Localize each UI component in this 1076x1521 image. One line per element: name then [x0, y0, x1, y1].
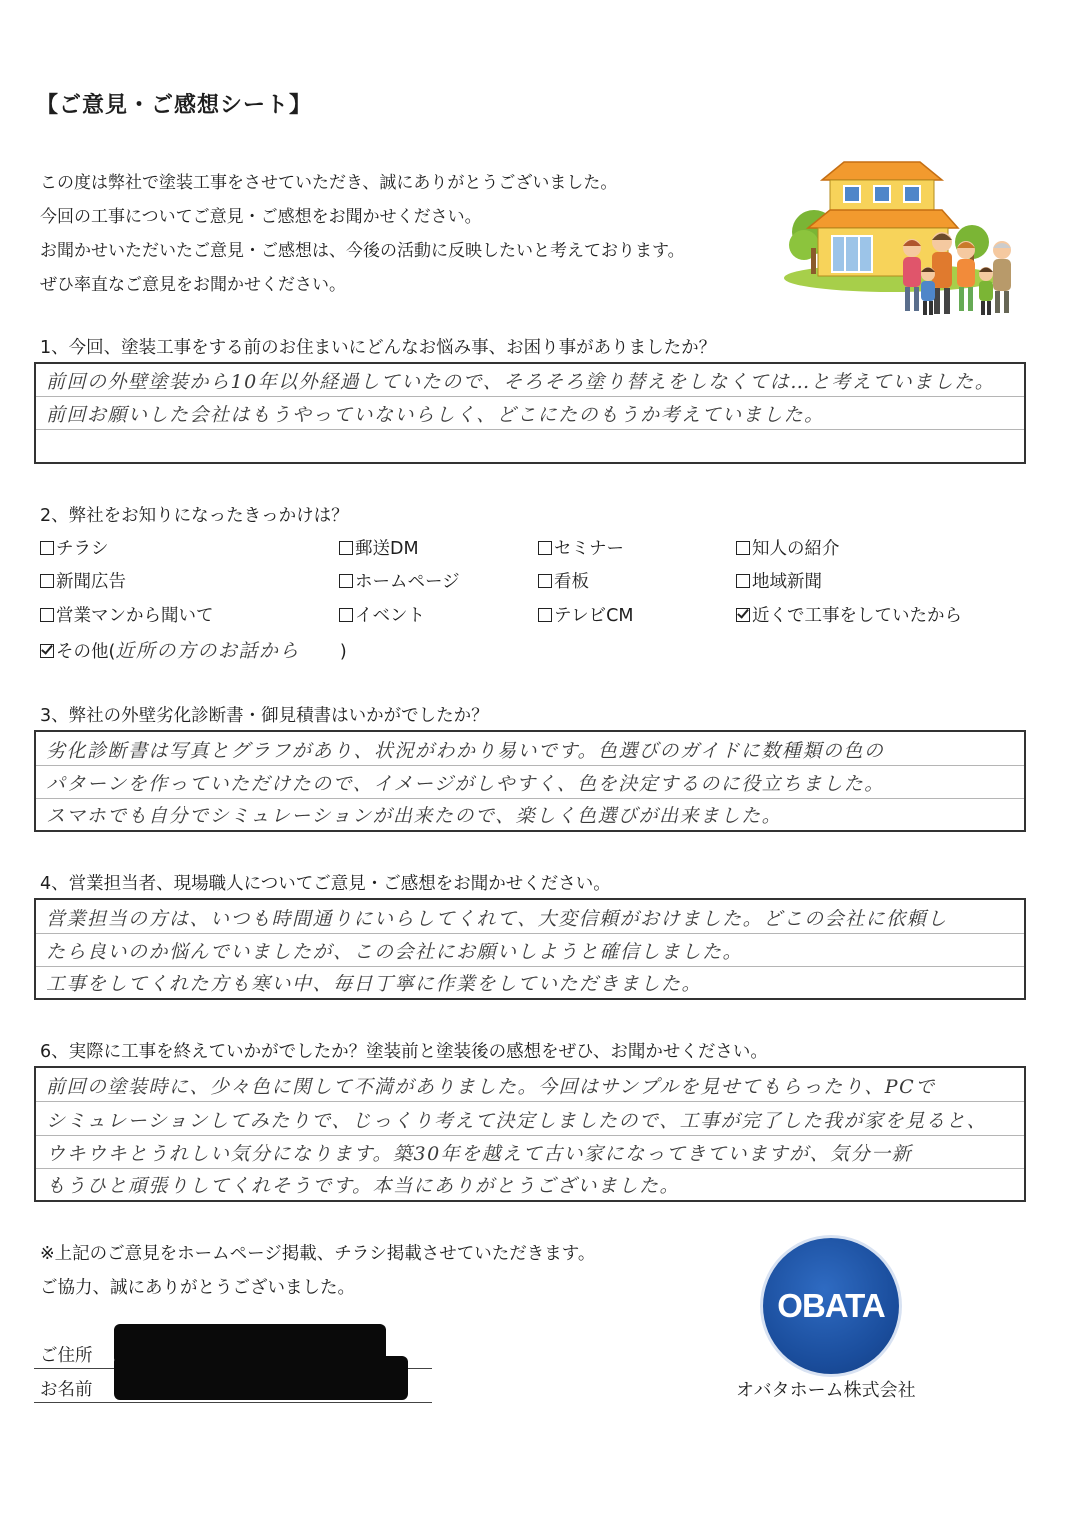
answer-line [36, 364, 1024, 397]
address-label: ご住所 [40, 1346, 93, 1366]
option-homepage[interactable] [339, 568, 460, 593]
answer-text: パターンを作っていただけたので、イメージがしやすく、色を決定するのに役立ちました。 [46, 773, 885, 795]
option-label: その他( [56, 642, 116, 662]
question-1-answer-box [34, 362, 1026, 464]
option-event[interactable] [339, 602, 425, 627]
option-label: 営業マンから聞いて [56, 606, 214, 626]
option-direct-mail[interactable] [339, 535, 419, 560]
answer-line [36, 1169, 1024, 1200]
checkbox[interactable] [40, 608, 54, 622]
checkbox[interactable] [40, 574, 54, 588]
intro-line: この度は弊社で塗装工事をさせていただき、誠にありがとうございました。 [40, 173, 618, 193]
intro-line: ぜひ率直なご意見をお聞かせください。 [40, 275, 346, 295]
other-answer: 近所の方のお話から [115, 640, 300, 662]
question-6-label: 6、実際に工事を終えていかがでしたか？塗装前と塗装後の感想をぜひ、お聞かせください。 [40, 1042, 768, 1062]
option-label: 近くで工事をしていたから [752, 606, 962, 626]
answer-text: 営業担当の方は、いつも時間通りにいらしてくれて、大変信頼がおけました。どこの会社に依頼し [46, 908, 948, 930]
answer-text: シミュレーションしてみたりで、じっくり考えて決定しましたので、工事が完了した我が家を見ると、 [46, 1110, 988, 1132]
intro-text [40, 166, 685, 302]
checkbox[interactable] [339, 574, 353, 588]
answer-line [36, 799, 1024, 830]
answer-text: 前回の塗装時に、少々色に関して不満がありました。今回はサンプルを見せてもらったり、PCで [46, 1076, 936, 1098]
answer-line [36, 732, 1024, 766]
checkbox-checked[interactable] [40, 644, 54, 658]
option-flyer[interactable] [40, 535, 109, 560]
option-local-paper[interactable] [736, 568, 822, 593]
checkbox[interactable] [538, 608, 552, 622]
option-acquaintance[interactable] [736, 535, 840, 560]
checkbox[interactable] [736, 574, 750, 588]
question-4-answer-box [34, 898, 1026, 1000]
question-3-label: 3、弊社の外壁劣化診断書・御見積書はいかがでしたか？ [40, 706, 489, 726]
answer-line [36, 1102, 1024, 1136]
option-label: チラシ [56, 539, 109, 559]
option-label: セミナー [554, 539, 624, 559]
option-label: テレビCM [554, 606, 634, 626]
paren-close: ) [339, 642, 347, 662]
option-label: 郵送DM [355, 539, 419, 559]
name-label: お名前 [40, 1380, 93, 1400]
option-newspaper-ad[interactable] [40, 568, 126, 593]
option-nearby-work[interactable] [736, 602, 962, 627]
option-salesperson[interactable] [40, 602, 214, 627]
answer-line [36, 1136, 1024, 1169]
answer-line [36, 934, 1024, 967]
name-underline [34, 1402, 432, 1403]
question-6-answer-box [34, 1066, 1026, 1202]
checkbox[interactable] [40, 541, 54, 555]
answer-line [36, 430, 1024, 462]
page-title: 【ご意見・ご感想シート】 [36, 93, 313, 118]
answer-text: もうひと頑張りしてくれそうです。本当にありがとうございました。 [46, 1175, 680, 1197]
checkbox[interactable] [339, 541, 353, 555]
option-seminar[interactable] [538, 535, 624, 560]
option-label: 新聞広告 [56, 572, 126, 592]
option-label: 地域新聞 [752, 572, 822, 592]
option-label: 知人の紹介 [752, 539, 840, 559]
answer-text: ウキウキとうれしい気分になります。築30年を越えて古い家になってきていますが、気分一新 [46, 1143, 913, 1165]
thanks-text: ご協力、誠にありがとうございました。 [40, 1278, 355, 1298]
company-logo [763, 1238, 899, 1374]
answer-text: 劣化診断書は写真とグラフがあり、状況がわかり易いです。色選びのガイドに数種類の色の [46, 740, 885, 762]
option-label: イベント [355, 606, 425, 626]
checkbox[interactable] [736, 541, 750, 555]
option-signboard[interactable] [538, 568, 589, 593]
checkbox[interactable] [339, 608, 353, 622]
answer-line [36, 766, 1024, 799]
question-4-label: 4、営業担当者、現場職人についてご意見・ご感想をお聞かせください。 [40, 874, 611, 894]
question-2-label: 2、弊社をお知りになったきっかけは？ [40, 506, 349, 526]
answer-text: 工事をしてくれた方も寒い中、毎日丁寧に作業をしていただきました。 [46, 973, 703, 995]
logo-text: OBATA [777, 1287, 885, 1324]
answer-line [36, 1068, 1024, 1102]
redacted-name [114, 1356, 408, 1400]
question-1-label: 1、今回、塗装工事をする前のお住まいにどんなお悩み事、お困り事がありましたか？ [40, 338, 717, 358]
answer-line [36, 397, 1024, 430]
answer-text: 前回お願いした会社はもうやっていないらしく、どこにたのもうか考えていました。 [46, 404, 825, 426]
checkbox-checked[interactable] [736, 608, 750, 622]
intro-line: 今回の工事についてご意見・ご感想をお聞かせください。 [40, 207, 482, 227]
answer-text: たら良いのか悩んでいましたが、この会社にお願いしようと確信しました。 [46, 941, 744, 963]
house-family-illustration [782, 150, 1022, 330]
answer-line [36, 900, 1024, 934]
checkbox[interactable] [538, 574, 552, 588]
option-label: 看板 [554, 572, 589, 592]
intro-line: お聞かせいただいたご意見・ご感想は、今後の活動に反映したいと考えております。 [40, 241, 685, 261]
option-tv-cm[interactable] [538, 602, 633, 627]
company-name: オバタホーム株式会社 [736, 1380, 916, 1401]
question-3-answer-box [34, 730, 1026, 832]
answer-text: 前回の外壁塗装から10年以外経過していたので、そろそろ塗り替えをしなくては…と考えていました。 [46, 371, 996, 393]
option-other[interactable] [40, 636, 347, 663]
answer-text: スマホでも自分でシミュレーションが出来たので、楽しく色選びが出来ました。 [46, 805, 783, 827]
publication-note: ※上記のご意見をホームページ掲載、チラシ掲載させていただきます。 [40, 1244, 596, 1264]
option-label: ホームページ [355, 572, 460, 592]
checkbox[interactable] [538, 541, 552, 555]
answer-line [36, 967, 1024, 998]
